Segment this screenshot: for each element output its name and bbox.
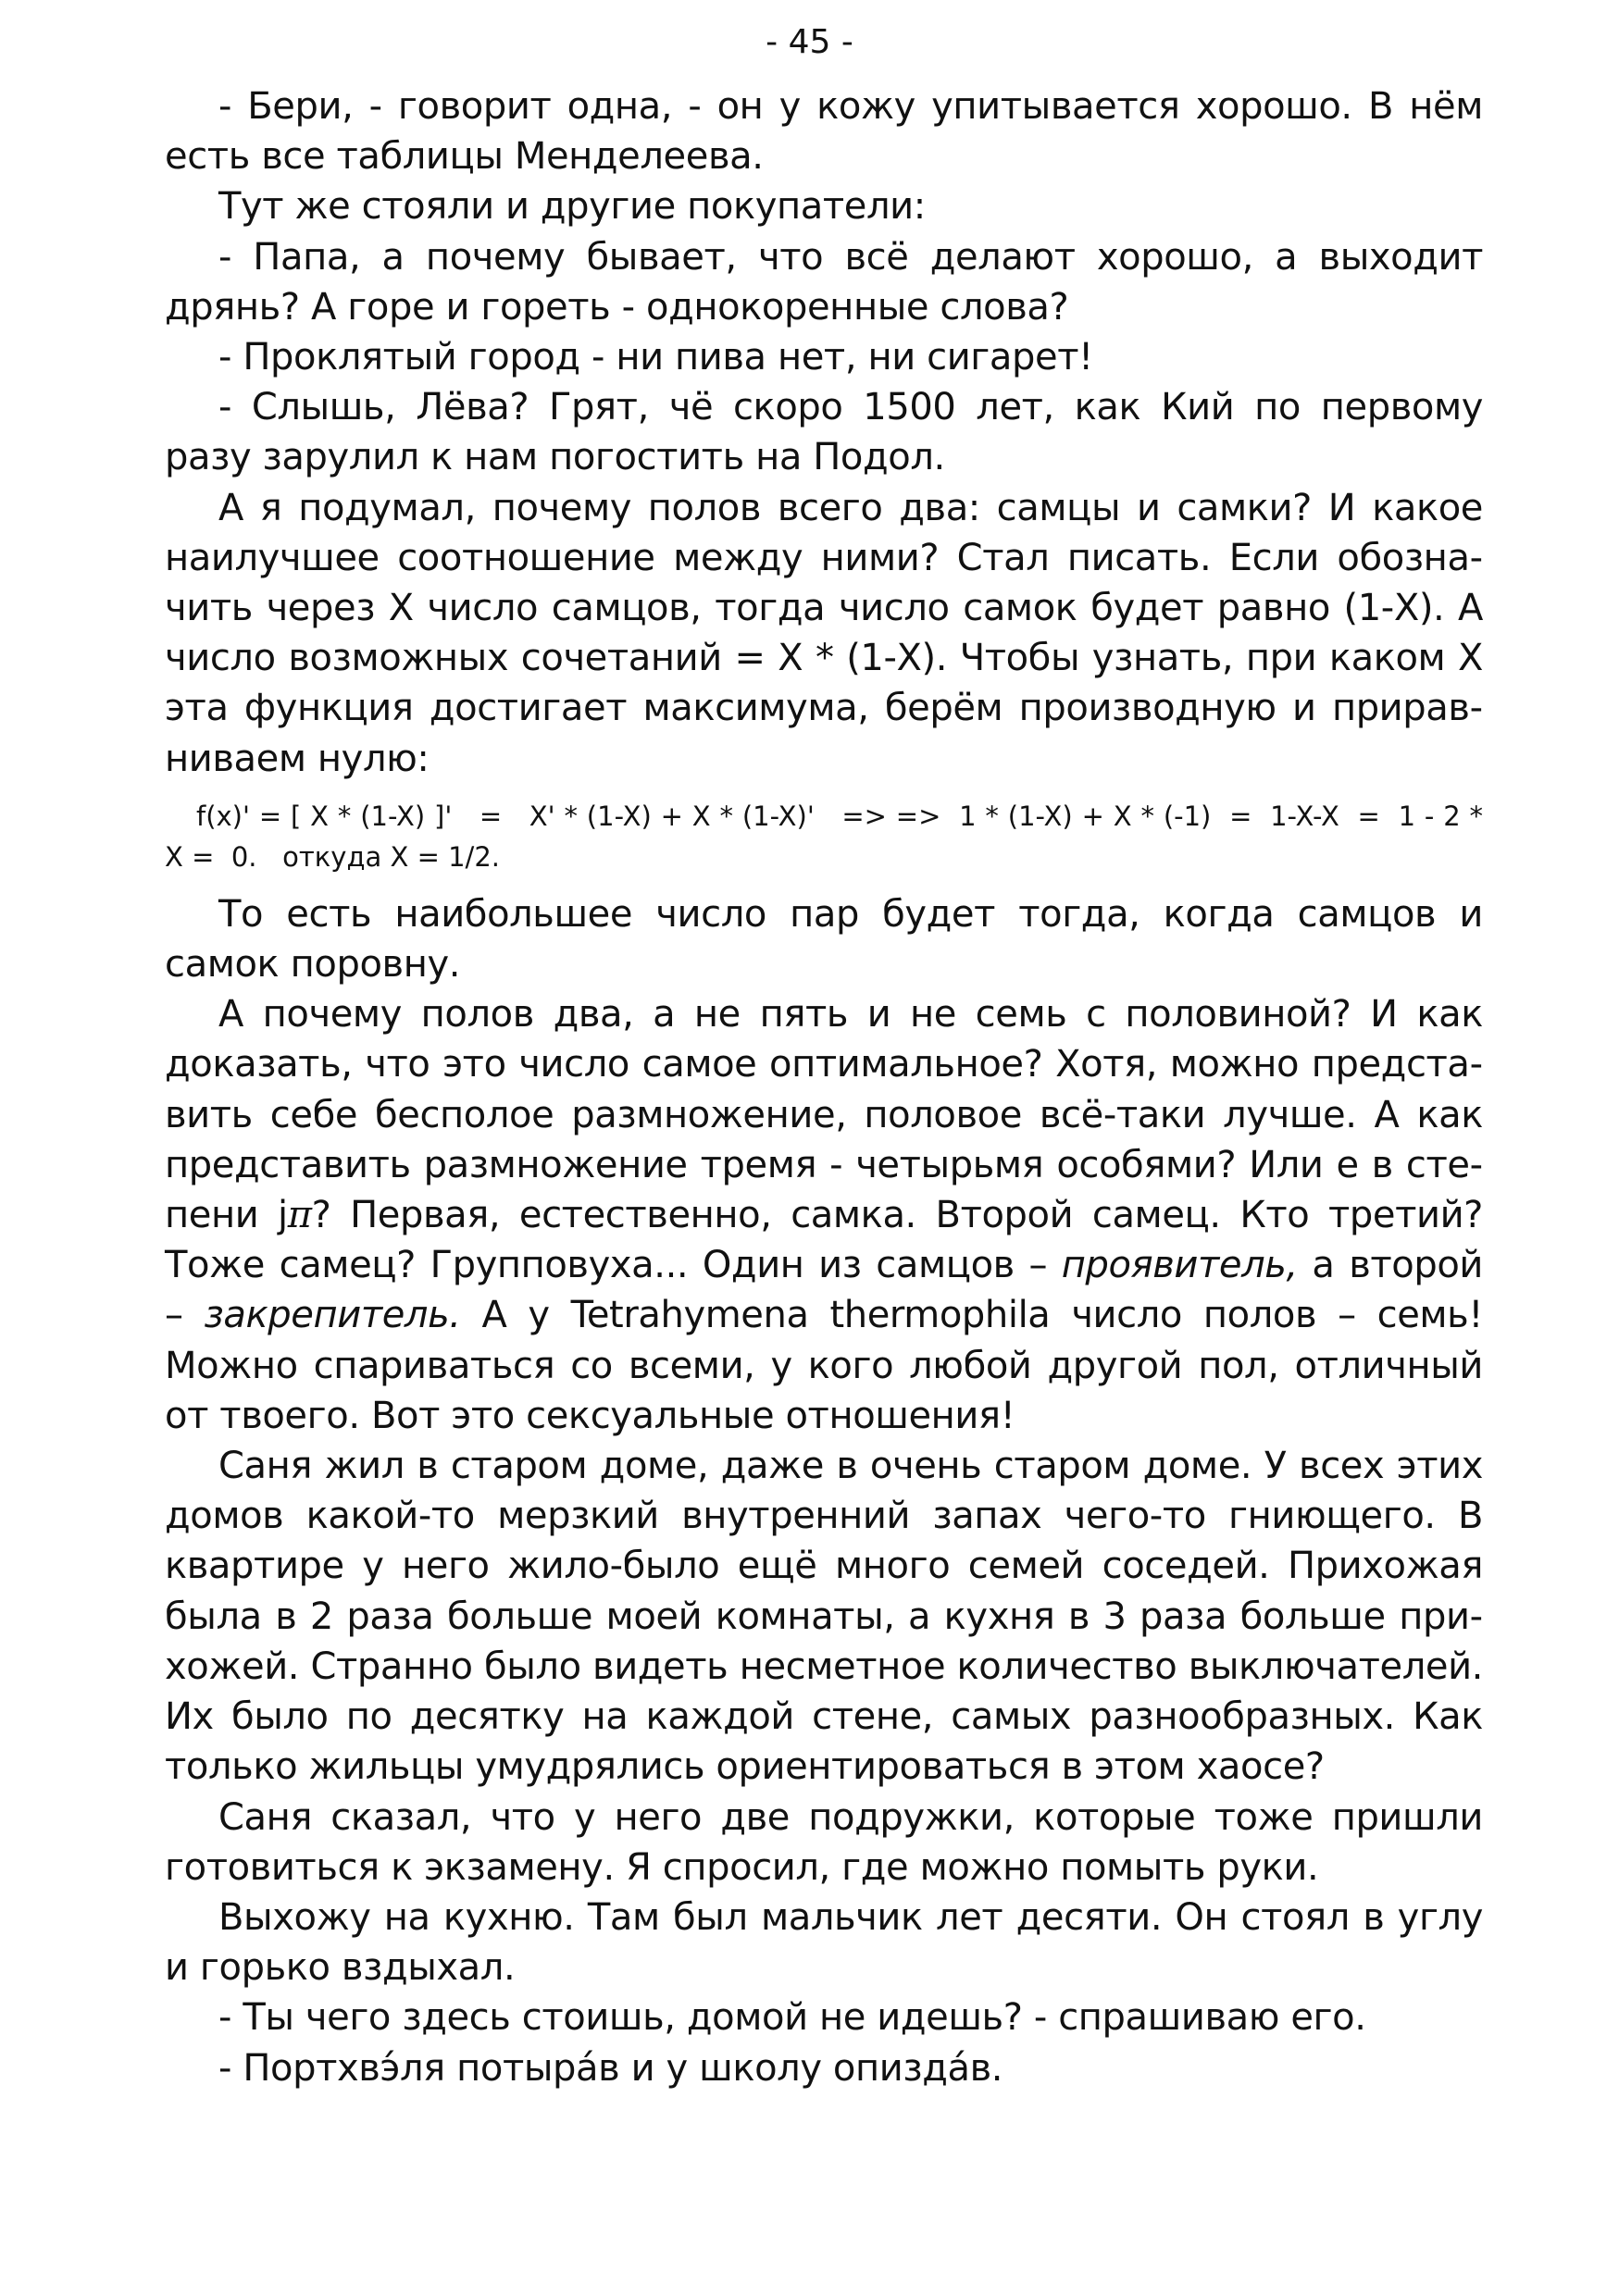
- paragraph-8-text-start: А почему полов два, а не пять и не семь с половиной? И как доказать, что это число самое оптимальное? Хотя, можно представить себе бесполое размножение, половое всё-таки лучше. А как представить размножение тремя - четырьмя особями? Или е в степени j: [165, 993, 1483, 1237]
- pi-symbol: π: [287, 1194, 312, 1237]
- derivative-formula: f(x)' = [ X * (1-X) ]' = X' * (1-X) + X * (1-X)' => => 1 * (1-X) + X * (-1) = 1-X-X = 1 - 2 * X = 0. откуда X = 1/2.: [165, 800, 1492, 873]
- paragraph-3: - Папа, а почему бывает, что всё делают хорошо, а выходит дрянь? А горе и гореть - однокоренные слова?: [165, 235, 1483, 329]
- paragraph-4: - Проклятый город - ни пива нет, ни сигарет!: [218, 336, 1093, 379]
- italic-term-developer: проявитель,: [1061, 1244, 1298, 1287]
- paragraph-11: Выхожу на кухню. Там был мальчик лет десяти. Он стоял в углу и горько вздыхал.: [165, 1895, 1483, 1990]
- italic-term-fixer: закрепитель.: [204, 1294, 461, 1337]
- paragraph-10: Саня сказал, что у него две подружки, которые тоже пришли готовиться к экзамену. Я спросил, где можно помыть руки.: [165, 1795, 1483, 1889]
- paragraph-8-text-mid2: а второй –: [165, 1244, 1483, 1337]
- paragraph-13: - Портхвэ́ля потыра́в и у школу опизда́в.: [218, 2046, 1003, 2090]
- page-number: - 45 -: [766, 23, 853, 61]
- paragraph-7: То есть наибольшее число пар будет тогда, когда самцов и самок поровну.: [165, 892, 1483, 987]
- paragraph-8-text-mid1: ? Первая, естественно, самка. Второй самец. Кто третий? Тоже самец? Групповуха... Один из самцов –: [165, 1194, 1483, 1287]
- paragraph-9: Саня жил в старом доме, даже в очень старом доме. У всех этих домов какой-то мерзкий внутренний запах чего-то гниющего. В квартире у него жило-было ещё много семей соседей. Прихожая была в 2 раза больше моей комнаты, а кухня в 3 раза больше прихожей. Странно было видеть несметное количество выключателей. Их было по десятку на каждой стене, самых разнообразных. Как только жильцы умудрялись ориентироваться в этом хаосе?: [165, 1445, 1483, 1789]
- paragraph-1: - Бери, - говорит одна, - он у кожу упитывается хорошо. В нём есть все таблицы Менделеева.: [165, 85, 1483, 179]
- paragraph-6: А я подумал, почему полов всего два: самцы и самки? И какое наилучшее соотношение между ними? Стал писать. Если обозначить через Х число самцов, тогда число самок будет равно (1-Х). А число возможных сочетаний = Х * (1-Х). Чтобы узнать, при каком Х эта функция достигает максимума, берём производную и приравниваем нулю:: [165, 486, 1483, 780]
- paragraph-8-text-end: А у Tetrahymena thermophila число полов – семь! Можно спариваться со всеми, у кого любой другой пол, отличный от твоего. Вот это сексуальные отношения!: [165, 1294, 1483, 1437]
- page-body: [165, 81, 1492, 2093]
- paragraph-12: - Ты чего здесь стоишь, домой не идешь? - спрашиваю его.: [218, 1996, 1366, 2040]
- paragraph-8: [165, 989, 1483, 1441]
- paragraph-5: - Слышь, Лёва? Грят, чё скоро 1500 лет, как Кий по первому разу зарулил к нам погостить на Подол.: [165, 386, 1483, 479]
- paragraph-2: Тут же стояли и другие покупатели:: [218, 185, 926, 229]
